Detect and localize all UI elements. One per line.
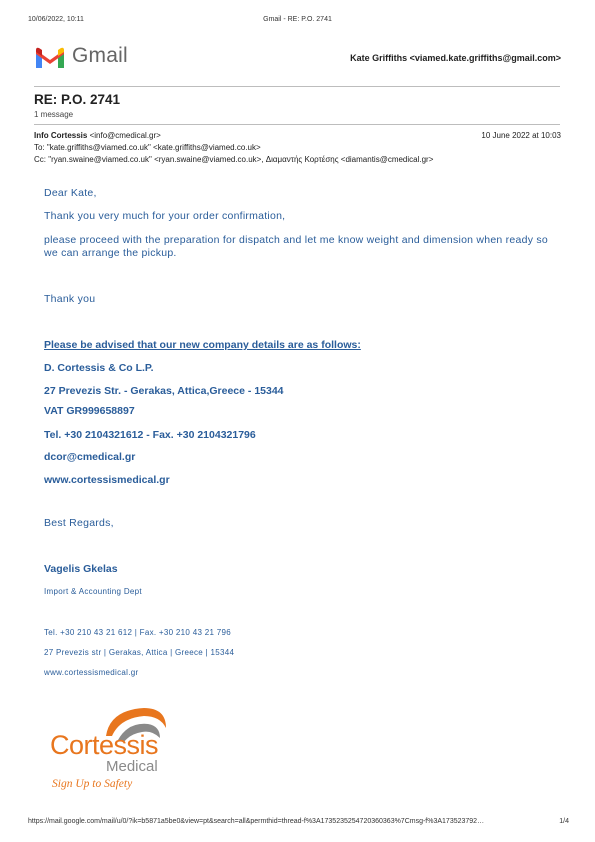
logo-tagline: Sign Up to Safety — [52, 778, 133, 790]
company-notice: Please be advised that our new company details are as follows: — [44, 339, 361, 351]
to-line: To: "kate.griffiths@viamed.co.uk" <kate.griffiths@viamed.co.uk> — [34, 143, 261, 152]
subject-divider — [34, 124, 560, 125]
company-phone: Tel. +30 2104321612 - Fax. +30 2104321796 — [44, 429, 256, 441]
signature-phone: Tel. +30 210 43 21 612 | Fax. +30 210 43 21 796 — [44, 628, 231, 637]
greeting: Dear Kate, — [44, 187, 97, 199]
print-page-number: 1/4 — [559, 818, 569, 825]
gmail-logo-icon — [34, 46, 66, 70]
company-name: D. Cortessis & Co L.P. — [44, 362, 154, 374]
print-datetime: 10/06/2022, 10:11 — [28, 16, 84, 23]
signature-address: 27 Prevezis str | Gerakas, Attica | Greece | 15344 — [44, 648, 235, 657]
sender-name: Info Cortessis — [34, 131, 88, 140]
regards-line: Best Regards, — [44, 517, 114, 529]
header-divider — [34, 86, 560, 87]
gmail-wordmark: Gmail — [72, 44, 128, 67]
message-date: 10 June 2022 at 10:03 — [481, 131, 561, 140]
thanks-line: Thank you — [44, 293, 96, 305]
signature-name: Vagelis Gkelas — [44, 563, 118, 575]
print-page-title: Gmail - RE: P.O. 2741 — [263, 16, 332, 23]
email-subject: RE: P.O. 2741 — [34, 92, 121, 107]
account-name: Kate Griffiths <viamed.kate.griffiths@gmail.com> — [350, 53, 561, 63]
cc-line: Cc: "ryan.swaine@viamed.co.uk" <ryan.swaine@viamed.co.uk>, Διαμαντής Κορτέσης <diamantis@cmedical.gr> — [34, 155, 434, 164]
company-vat: VAT GR999658897 — [44, 405, 135, 417]
signature-website-link[interactable]: www.cortessismedical.gr — [44, 668, 139, 677]
logo-brand-text: Cortessis — [50, 730, 159, 760]
body-line-2: please proceed with the preparation for dispatch and let me know weight and dimension when ready so we can arrange the pickup. — [44, 234, 548, 259]
sender-line — [34, 131, 161, 140]
print-url: https://mail.google.com/mail/u/0/?ik=b5871a5be0&view=pt&search=all&permthid=thread-f%3A1735235254720360363%7Cmsg-f%3A173523792… — [28, 818, 485, 825]
cortessis-medical-logo — [48, 706, 168, 798]
signature-department: Import & Accounting Dept — [44, 587, 142, 596]
body-line-1: Thank you very much for your order confirmation, — [44, 210, 286, 222]
message-count: 1 message — [34, 110, 74, 119]
company-website-link[interactable]: www.cortessismedical.gr — [44, 474, 170, 486]
company-email-link[interactable]: dcor@cmedical.gr — [44, 451, 136, 463]
sender-email[interactable]: <info@cmedical.gr> — [89, 131, 161, 140]
logo-sub-text: Medical — [106, 758, 158, 775]
company-address: 27 Prevezis Str. - Gerakas, Attica,Greece - 15344 — [44, 385, 284, 397]
